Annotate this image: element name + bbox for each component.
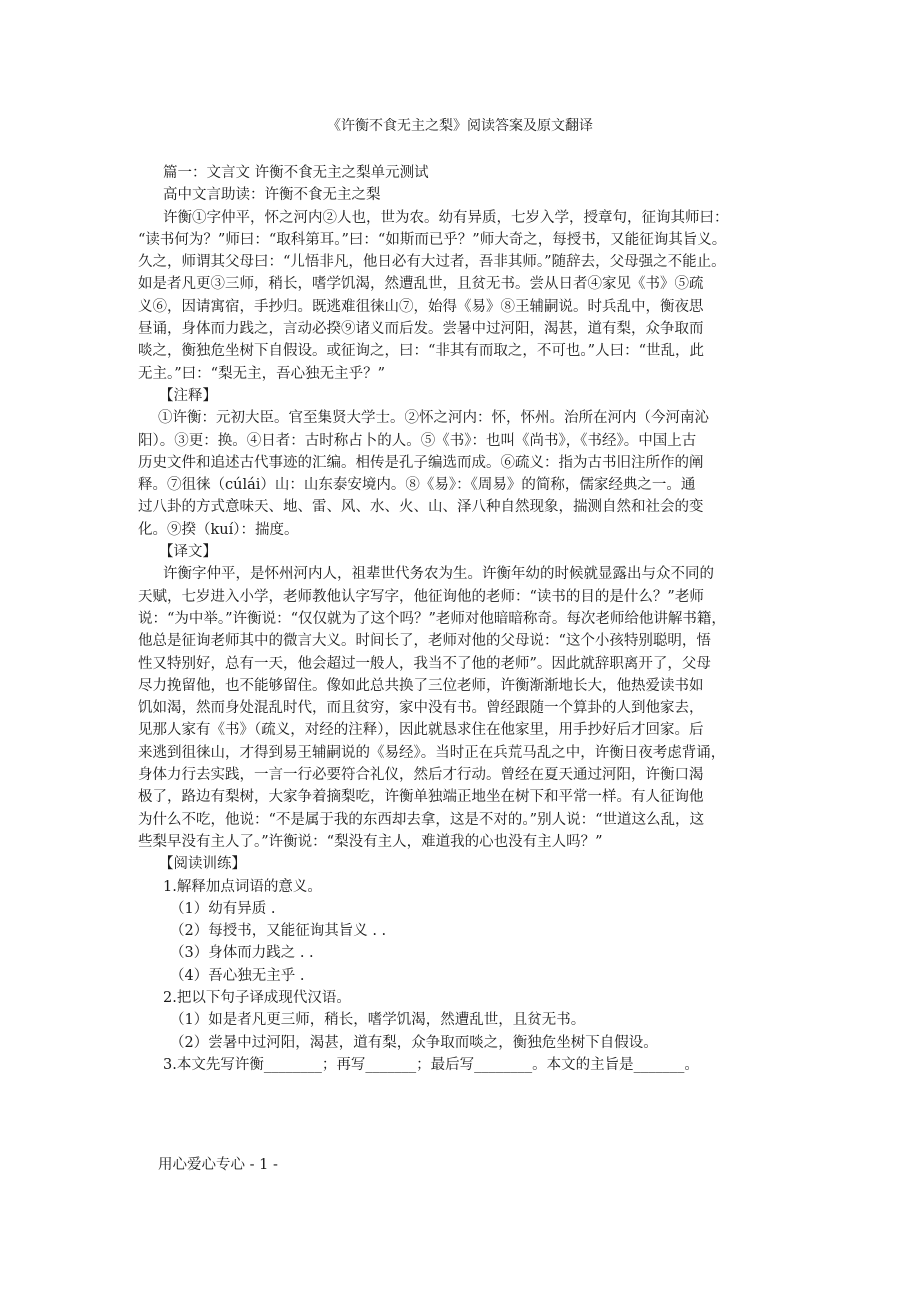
translation-line: 性又特别好，总有一天，他会超过一般人，我当不了他的老师”。因此就辞职离开了，父母 (138, 655, 711, 672)
exercise-question: 3.本文先写许衡________；再写_______；最后写________。本文的主旨是_______。 (163, 1056, 699, 1073)
exercise-heading: 【阅读训练】 (159, 856, 246, 873)
exercise-question: 1.解释加点词语的意义。 (163, 878, 322, 895)
exercise-item: （1）如是者凡更三师，稍长，嗜学饥渴，然遭乱世，且贫无书。 (170, 1012, 586, 1029)
translation-line: 身体力行去实践，一言一行必要符合礼仪，然后才行动。曾经在夏天通过河阳，许衡口渴 (138, 767, 704, 784)
document-body (138, 162, 788, 1076)
original-text-line: 久之，师谓其父母曰：“儿悟非凡，他日必有大过者，吾非其师。”随辞去，父母强之不能止。 (138, 254, 726, 271)
translation-line: 极了，路边有梨树，大家争着摘梨吃，许衡单独端正地坐在树下和平常一样。有人征询他 (138, 789, 704, 806)
translation-line: 他总是征询老师其中的微言大义。时间长了，老师对他的父母说：“这个小孩特别聪明，悟 (138, 633, 711, 650)
original-text-line: 如是者凡更③三师，稍长，嗜学饥渴，然遭乱世，且贫无书。尝从日者④家见《书》⑤疏 (138, 276, 704, 293)
translation-heading: 【译文】 (159, 544, 217, 561)
notes-line: 历史文件和追述古代事迹的汇编。相传是孔子编选而成。⑥疏义：指为古书旧注所作的阐 (138, 454, 704, 471)
exercise-item: （2）尝暑中过河阳，渴甚，道有梨，众争取而啖之，衡独危坐树下自假设。 (170, 1034, 658, 1051)
translation-line: 说：“为中举。”许衡说：“仅仅就为了这个吗？”老师对他暗暗称奇。每次老师给他讲解书籍， (138, 610, 726, 627)
exercise-question: 2.把以下句子译成现代汉语。 (163, 989, 351, 1006)
translation-line: 见那人家有《书》（疏义，对经的注释），因此就恳求住在他家里，用手抄好后才回家。后 (138, 722, 704, 739)
translation-line: 许衡字仲平，是怀州河内人，祖辈世代务农为生。许衡年幼的时候就显露出与众不同的 (163, 566, 714, 583)
original-text-line: “读书何为？”师曰：“取科第耳。”曰：“如斯而已乎？”师大奇之，每授书，又能征询其旨义。 (138, 231, 727, 248)
exercise-item: （3）身体而力践之 . . (170, 945, 314, 962)
section-heading: 篇一：文言文 许衡不食无主之梨单元测试 (163, 165, 429, 181)
document-title: 《许衡不食无主之梨》阅读答案及原文翻译 (327, 118, 593, 134)
exercise-item: （4）吾心独无主乎 . (170, 967, 305, 984)
original-text-line: 无主。”曰：“梨无主，吾心独无主乎？” (138, 365, 385, 382)
exercise-item: （2）每授书，又能征询其旨义 . . (170, 923, 387, 940)
exercise-item: （1）幼有异质 . (170, 900, 276, 917)
notes-line: ①许衡：元初大臣。官至集贤大学士。②怀之河内：怀，怀州。治所在河内（今河南沁 (158, 410, 709, 427)
translation-line: 来逃到徂徕山，才得到易王辅嗣说的《易经》。当时正在兵荒马乱之中，许衡日夜考虑背诵， (138, 744, 726, 761)
original-text-line: 啖之，衡独危坐树下自假设。或征询之，曰：“非其有而取之，不可也。”人曰：“世乱，此 (138, 343, 704, 360)
notes-line: 化。⑨揆（kuí）：揣度。 (138, 521, 299, 538)
subheading: 高中文言助读：许衡不食无主之梨 (163, 187, 381, 204)
notes-line: 阳）。③更：换。④日者：古时称占卜的人。⑤《书》：也叫《尚书》，《书经》。中国上古 (138, 432, 697, 449)
notes-line: 释。⑦徂徕（cúlái）山：山东泰安境内。⑧《易》：《周易》的简称，儒家经典之一。通 (138, 477, 696, 494)
translation-line: 些梨早没有主人了。”许衡说：“梨没有主人，难道我的心也没有主人吗？” (138, 833, 603, 850)
notes-line: 过八卦的方式意味天、地、雷、风、水、火、山、泽八种自然现象，揣测自然和社会的变 (138, 499, 704, 516)
translation-line: 天赋，七岁进入小学，老师教他认字写字，他征询他的老师：“读书的目的是什么？”老师 (138, 588, 704, 605)
notes-heading: 【注释】 (159, 387, 217, 404)
translation-line: 尽力挽留他，也不能够留住。像如此总共换了三位老师，许衡渐渐地长大，他热爱读书如 (138, 677, 704, 694)
original-text-line: 昼诵，身体而力践之，言动必揆⑨诸义而后发。尝暑中过河阳，渴甚，道有梨，众争取而 (138, 321, 704, 338)
translation-line: 饥如渴，然而身处混乱时代，而且贫穷，家中没有书。曾经跟随一个算卦的人到他家去， (138, 700, 704, 717)
original-text-line: 义⑥，因请寓宿，手抄归。既逃难徂徕山⑦，始得《易》⑧王辅嗣说。时兵乱中，衡夜思 (138, 298, 704, 315)
original-text-line: 许衡①字仲平，怀之河内②人也，世为农。幼有异质，七岁入学，授章句，征询其师曰： (163, 209, 729, 226)
page-footer: 用心爱心专心 - 1 - (158, 1157, 278, 1173)
translation-line: 为什么不吃，他说：“不是属于我的东西却去拿，这是不对的。”别人说：“世道这么乱，这 (138, 811, 704, 828)
